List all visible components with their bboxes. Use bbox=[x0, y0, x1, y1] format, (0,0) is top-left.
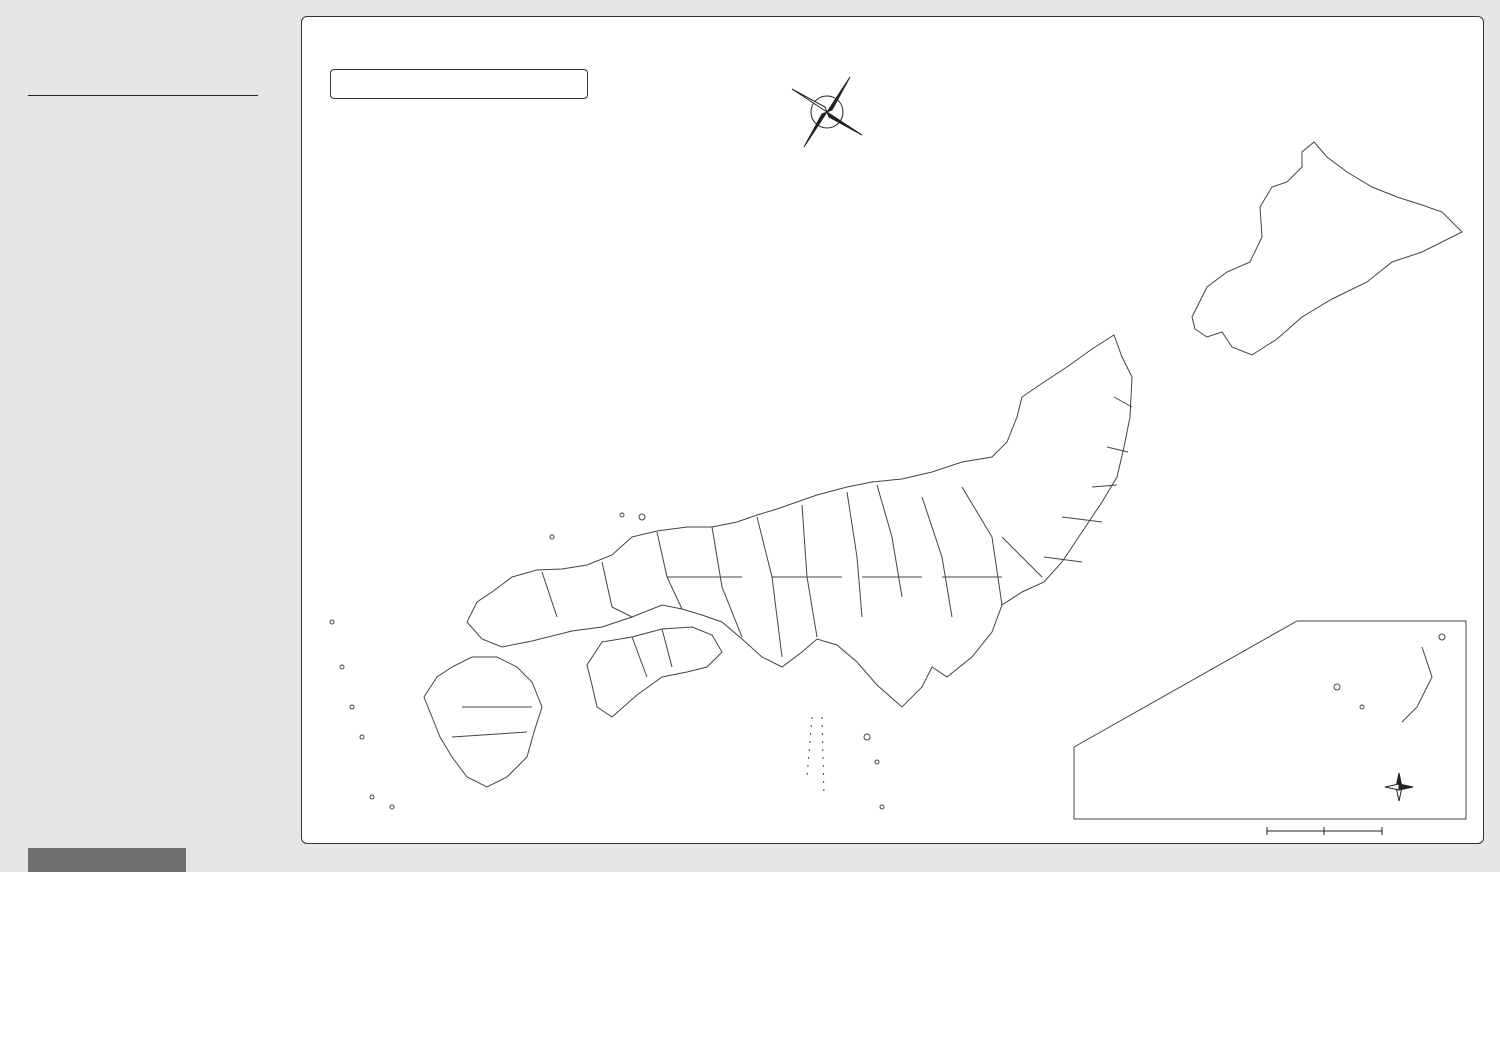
compass-rose bbox=[792, 77, 862, 147]
blank-map-panel bbox=[301, 16, 1484, 844]
shikoku-outline bbox=[587, 627, 722, 717]
symbols-title bbox=[28, 848, 186, 872]
honshu-outline bbox=[467, 335, 1132, 707]
hokkaido-outline bbox=[1192, 142, 1462, 355]
area-panel bbox=[0, 0, 288, 848]
kyushu-outline bbox=[424, 657, 542, 787]
symbols-strip bbox=[0, 872, 1500, 1050]
map-title bbox=[330, 69, 588, 99]
japan-outline-map bbox=[302, 17, 1484, 844]
area-table-header bbox=[28, 80, 258, 96]
inset-compass bbox=[1385, 773, 1413, 801]
